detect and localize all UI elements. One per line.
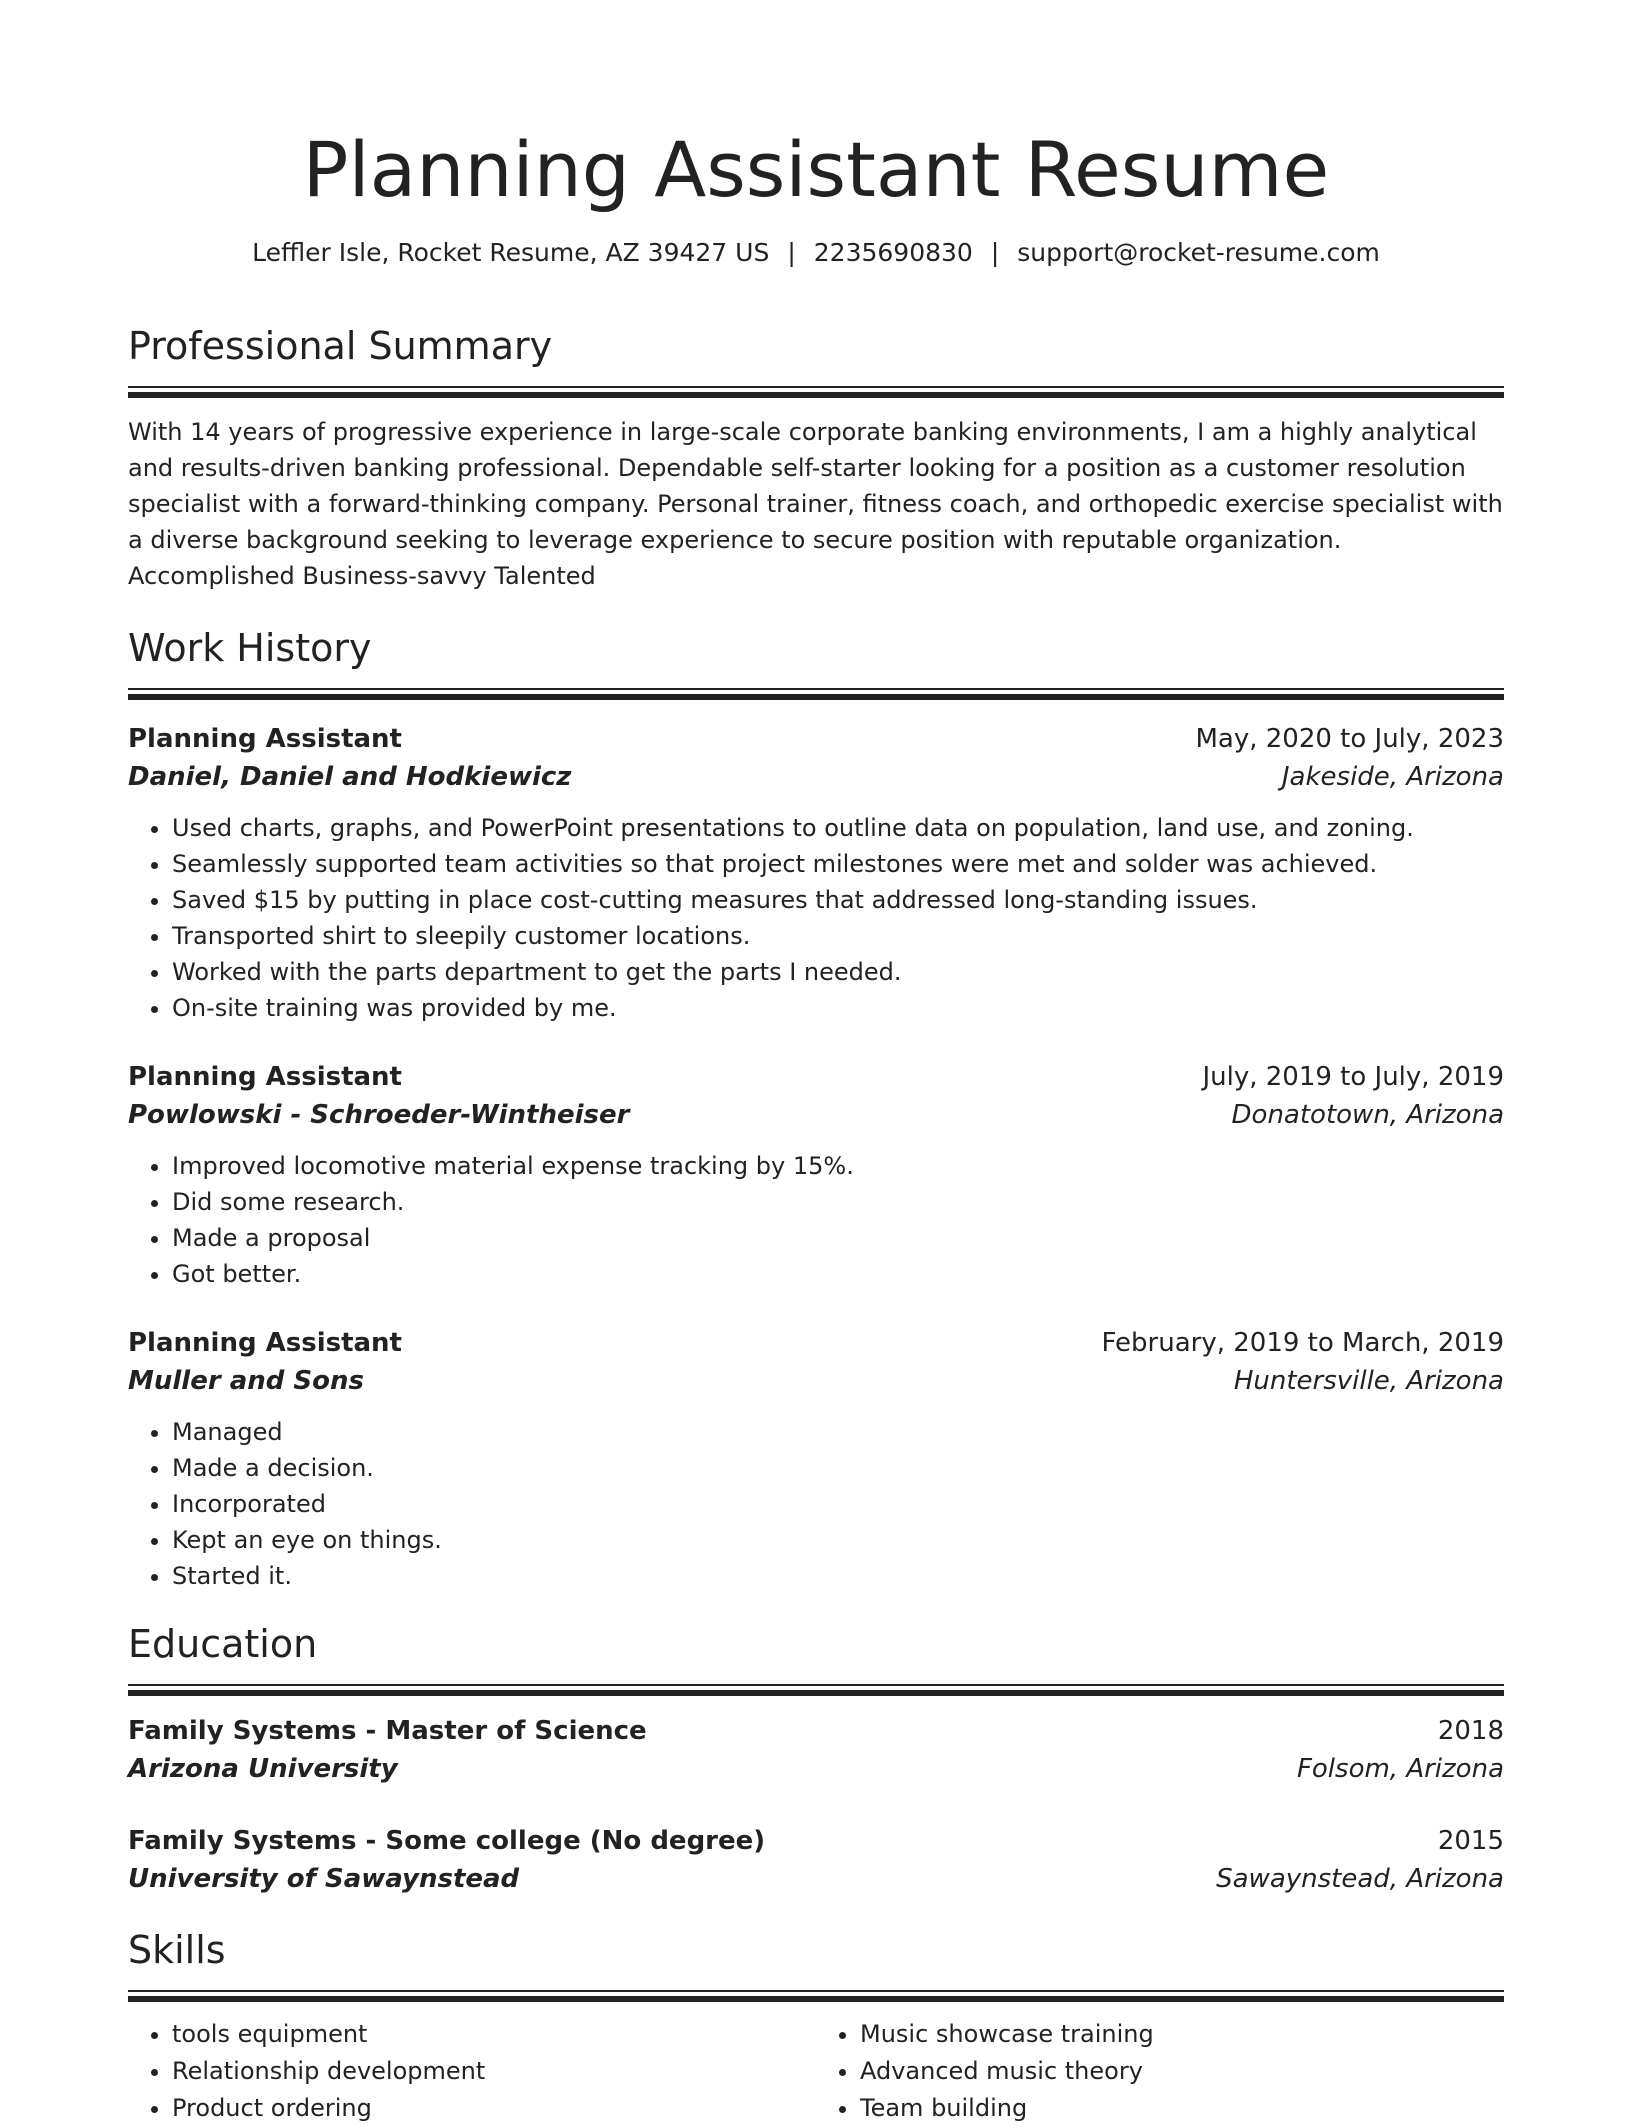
professional-summary-section bbox=[128, 322, 1504, 594]
section-heading: Skills bbox=[128, 1928, 226, 1972]
list-item: • Advanced music theory bbox=[860, 2053, 1504, 2090]
education-degree: Family Systems - Some college (No degree) bbox=[128, 1826, 766, 1856]
resume-title: Planning Assistant Resume bbox=[302, 125, 1330, 214]
job-location: Huntersville, Arizona bbox=[1233, 1366, 1504, 1396]
job-title: Planning Assistant bbox=[128, 724, 402, 754]
contact-email: support@rocket-resume.com bbox=[1017, 238, 1380, 267]
education-year: 2018 bbox=[1437, 1716, 1504, 1746]
list-item: • Started it. bbox=[172, 1558, 1504, 1594]
job-bullets bbox=[128, 810, 1504, 1026]
section-divider bbox=[128, 386, 1504, 398]
list-item: • Worked with the parts department to get the parts I needed. bbox=[172, 954, 1504, 990]
job-title: Planning Assistant bbox=[128, 1328, 402, 1358]
section-heading: Professional Summary bbox=[128, 324, 553, 368]
job-dates: July, 2019 to July, 2019 bbox=[1202, 1062, 1504, 1092]
list-item: • Got better. bbox=[172, 1256, 1504, 1292]
education-section bbox=[128, 1620, 1504, 1898]
education-school: Arizona University bbox=[128, 1754, 398, 1784]
job-company: Daniel, Daniel and Hodkiewicz bbox=[128, 762, 572, 792]
education-entry bbox=[128, 1822, 1504, 1898]
education-entry bbox=[128, 1712, 1504, 1788]
skills-section bbox=[128, 1926, 1504, 2127]
skills-column-right bbox=[816, 2016, 1504, 2127]
contact-separator: | bbox=[990, 238, 1000, 267]
section-heading: Education bbox=[128, 1622, 318, 1666]
section-divider bbox=[128, 1684, 1504, 1696]
summary-text: With 14 years of progressive experience in large-scale corporate banking environments, I am a highly analytical and results-driven banking professional. Dependable self-starter looking for a position as a customer resolution specialist with a forward-thinking company. Personal trainer, fitness coach, and orthopedic exercise specialist with a diverse background seeking to leverage experience to secure position with reputable organization. Accomplished Business-savvy Talented bbox=[128, 418, 1503, 590]
contact-separator: | bbox=[787, 238, 796, 267]
list-item: • Made a decision. bbox=[172, 1450, 1504, 1486]
skills-grid bbox=[128, 2016, 1504, 2127]
education-year: 2015 bbox=[1437, 1826, 1504, 1856]
job-location: Donatotown, Arizona bbox=[1231, 1100, 1504, 1130]
list-item: • Product ordering bbox=[172, 2090, 816, 2127]
job-company: Powlowski - Schroeder-Wintheiser bbox=[128, 1100, 630, 1130]
work-history-section bbox=[128, 624, 1504, 1594]
list-item: • Transported shirt to sleepily customer locations. bbox=[172, 918, 1504, 954]
contact-phone: 2235690830 bbox=[813, 238, 973, 267]
job-location: Jakeside, Arizona bbox=[1281, 762, 1504, 792]
skills-column-left bbox=[128, 2016, 816, 2127]
education-degree: Family Systems - Master of Science bbox=[128, 1716, 647, 1746]
list-item: • Made a proposal bbox=[172, 1220, 1504, 1256]
section-divider bbox=[128, 1990, 1504, 2002]
job-dates: February, 2019 to March, 2019 bbox=[1101, 1328, 1504, 1358]
job-bullets bbox=[128, 1148, 1504, 1292]
list-item: • Music showcase training bbox=[860, 2016, 1504, 2053]
list-item: • Seamlessly supported team activities so that project milestones were met and solder was achieved. bbox=[172, 846, 1504, 882]
job-dates: May, 2020 to July, 2023 bbox=[1195, 724, 1504, 754]
list-item: • Did some research. bbox=[172, 1184, 1504, 1220]
job-entry bbox=[128, 1058, 1504, 1292]
education-location: Sawaynstead, Arizona bbox=[1216, 1864, 1504, 1894]
job-entry bbox=[128, 1324, 1504, 1594]
list-item: • Improved locomotive material expense tracking by 15%. bbox=[172, 1148, 1504, 1184]
list-item: • Team building bbox=[860, 2090, 1504, 2127]
education-school: University of Sawaynstead bbox=[128, 1864, 520, 1894]
list-item: • Used charts, graphs, and PowerPoint presentations to outline data on population, land use, and zoning. bbox=[172, 810, 1504, 846]
list-item: • Incorporated bbox=[172, 1486, 1504, 1522]
job-bullets bbox=[128, 1414, 1504, 1594]
list-item: • Saved $15 by putting in place cost-cutting measures that addressed long-standing issues. bbox=[172, 882, 1504, 918]
section-divider bbox=[128, 688, 1504, 700]
list-item: • Relationship development bbox=[172, 2053, 816, 2090]
list-item: • Managed bbox=[172, 1414, 1504, 1450]
contact-address: Leffler Isle, Rocket Resume, AZ 39427 US bbox=[252, 238, 770, 267]
contact-line bbox=[128, 236, 1504, 270]
list-item: • Kept an eye on things. bbox=[172, 1522, 1504, 1558]
list-item: • tools equipment bbox=[172, 2016, 816, 2053]
education-location: Folsom, Arizona bbox=[1296, 1754, 1504, 1784]
job-title: Planning Assistant bbox=[128, 1062, 402, 1092]
job-company: Muller and Sons bbox=[128, 1366, 365, 1396]
section-heading: Work History bbox=[128, 626, 372, 670]
list-item: • On-site training was provided by me. bbox=[172, 990, 1504, 1026]
resume-page bbox=[128, 0, 1504, 2127]
job-entry bbox=[128, 720, 1504, 1026]
